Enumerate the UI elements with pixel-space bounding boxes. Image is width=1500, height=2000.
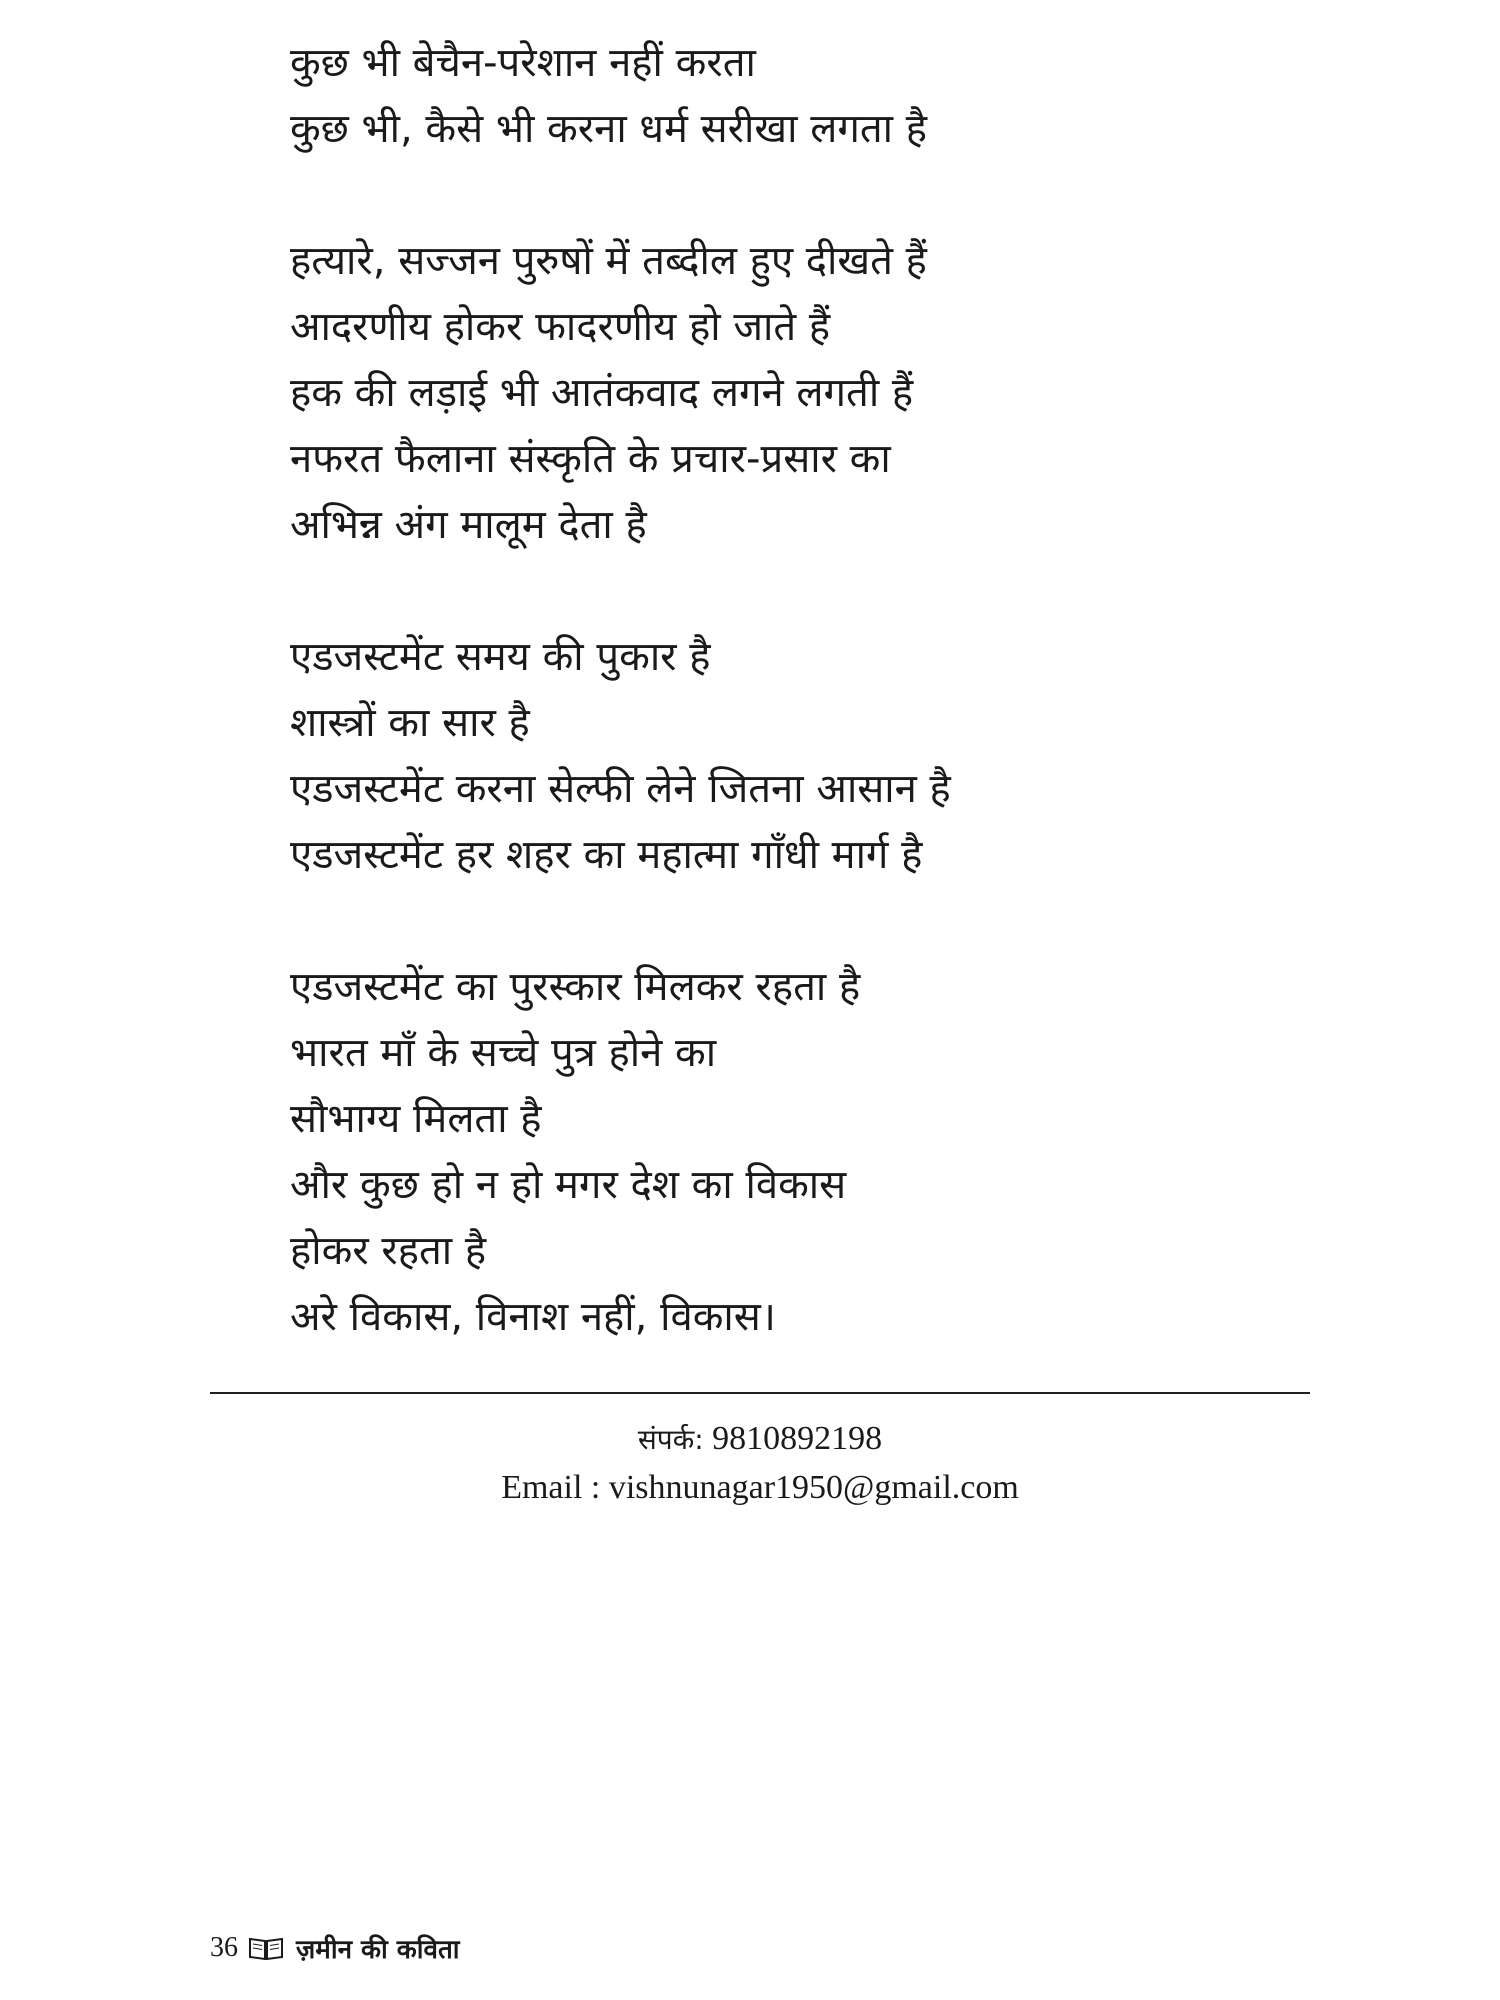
poem-line: अरे विकास, विनाश नहीं, विकास। xyxy=(290,1294,776,1340)
poem-line: सौभाग्य मिलता है xyxy=(290,1096,542,1142)
phone-number: 9810892198 xyxy=(712,1420,883,1457)
page-footer xyxy=(210,1928,460,1968)
poem-line: कुछ भी बेचैन-परेशान नहीं करता xyxy=(290,40,756,86)
poem-line: नफरत फैलाना संस्कृति के प्रचार-प्रसार का xyxy=(290,436,891,482)
poem-line: एडजस्टमेंट करना सेल्फी लेने जितना आसान है xyxy=(290,766,951,812)
poem-line: होकर रहता है xyxy=(290,1228,487,1274)
poem-line: एडजस्टमेंट का पुरस्कार मिलकर रहता है xyxy=(290,964,861,1010)
stanza-2 xyxy=(290,228,1290,558)
email-address: vishnunagar1950@gmail.com xyxy=(608,1469,1019,1506)
poem-line: आदरणीय होकर फादरणीय हो जाते हैं xyxy=(290,304,831,350)
open-book-icon xyxy=(248,1935,284,1961)
page-number: 36 xyxy=(210,1932,238,1963)
book-title: ज़मीन की कविता xyxy=(296,1935,460,1965)
horizontal-divider xyxy=(210,1392,1310,1394)
phone-row xyxy=(210,1415,1310,1464)
phone-label: संपर्क: xyxy=(637,1423,704,1456)
poem-line: और कुछ हो न हो मगर देश का विकास xyxy=(290,1162,847,1208)
poem-line: शास्त्रों का सार है xyxy=(290,700,530,746)
poem-line: हत्यारे, सज्जन पुरुषों में तब्दील हुए दीखते हैं xyxy=(290,238,927,284)
poem-line: भारत माँ के सच्चे पुत्र होने का xyxy=(290,1030,717,1076)
poem-line: एडजस्टमेंट समय की पुकार है xyxy=(290,634,711,680)
email-label: Email : xyxy=(501,1469,601,1506)
poem-line: कुछ भी, कैसे भी करना धर्म सरीखा लगता है xyxy=(290,106,927,152)
stanza-1 xyxy=(290,30,1290,162)
poem-line: अभिन्न अंग मालूम देता है xyxy=(290,502,647,548)
poem-line: एडजस्टमेंट हर शहर का महात्मा गाँधी मार्ग है xyxy=(290,832,923,878)
stanza-3 xyxy=(290,624,1290,888)
contact-block xyxy=(210,1415,1310,1512)
poem-line: हक की लड़ाई भी आतंकवाद लगने लगती हैं xyxy=(290,370,914,416)
poem-body xyxy=(290,30,1290,1350)
email-row xyxy=(210,1464,1310,1512)
stanza-4 xyxy=(290,954,1290,1350)
